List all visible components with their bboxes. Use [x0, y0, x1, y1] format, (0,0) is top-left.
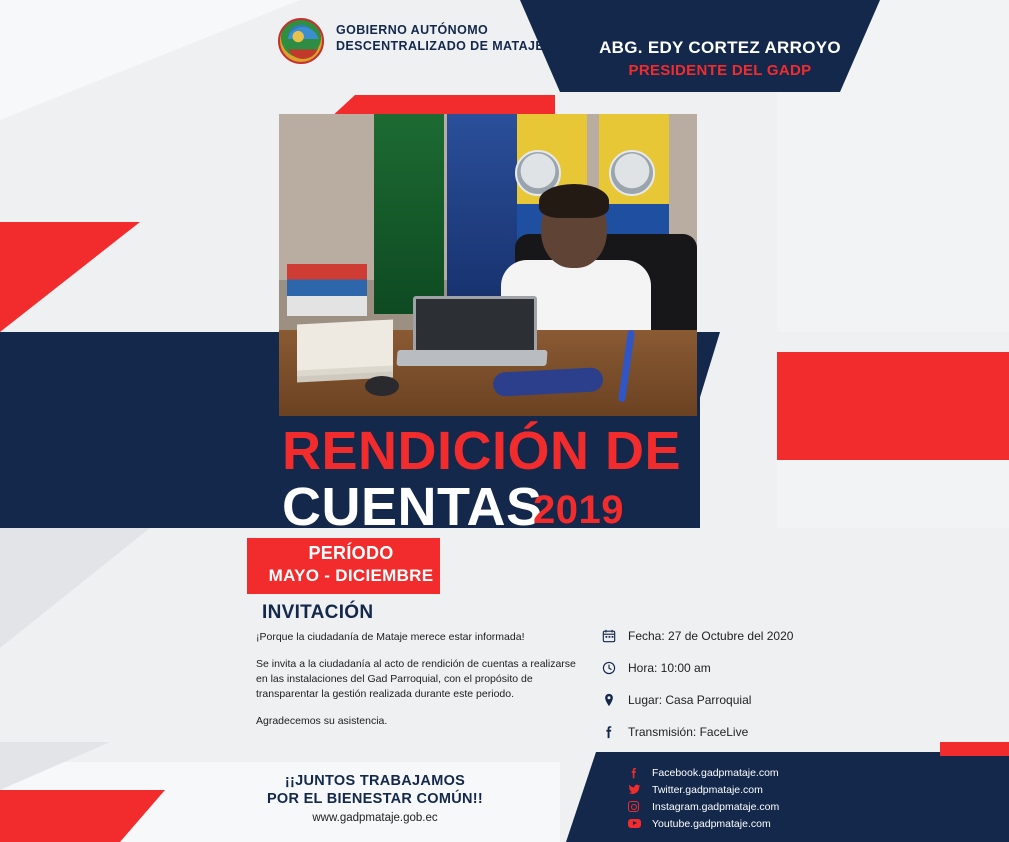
social-text-twitter: Twitter.gadpmataje.com — [652, 783, 763, 796]
social-text-youtube: Youtube.gadpmataje.com — [652, 817, 771, 830]
photo-papers — [297, 319, 393, 370]
footer-navy-wedge — [566, 752, 596, 842]
background-left-grey-triangle — [0, 528, 150, 648]
photo-flag-1 — [374, 114, 444, 314]
globe-icon — [287, 27, 319, 59]
footer-slogan-line2: POR EL BIENESTAR COMÚN!! — [266, 791, 484, 807]
period-range: MAYO - DICIEMBRE — [268, 566, 434, 585]
period-badge — [262, 538, 440, 594]
background-white-strip-right — [777, 460, 1009, 528]
gad-mataje-seal-icon — [278, 18, 324, 64]
social-link-youtube[interactable] — [628, 815, 968, 832]
background-left-red-triangle — [0, 222, 140, 332]
facebook-icon — [602, 725, 628, 739]
social-text-instagram: Instagram.gadpmataje.com — [652, 800, 780, 813]
youtube-icon — [628, 819, 652, 828]
photo-laptop-screen — [413, 296, 537, 354]
invitation-heading: INVITACIÓN — [262, 602, 374, 623]
detail-text-place: Lugar: Casa Parroquial — [628, 693, 752, 707]
photo-laptop-base — [396, 350, 547, 366]
photo-person-hair — [539, 184, 609, 218]
social-link-twitter[interactable] — [628, 781, 968, 798]
clock-icon — [602, 661, 628, 675]
official-name: ABG. EDY CORTEZ ARROYO — [599, 38, 841, 57]
organization-title-line2: DESCENTRALIZADO DE MATAJE — [336, 39, 545, 53]
invitation-paragraph-2: Se invita a la ciudadanía al acto de rendición de cuentas a realizarse en las instalaciones del Gad Parroquial, con el propósito de transparentar la gestión realizada durante este periodo. — [256, 658, 576, 700]
invitation-body — [256, 630, 578, 741]
detail-text-date: Fecha: 27 de Octubre del 2020 — [628, 629, 794, 643]
detail-row-place — [602, 684, 932, 716]
footer-slogan — [210, 772, 540, 808]
main-title-line2: CUENTAS — [282, 477, 543, 537]
official-role: PRESIDENTE DEL GADP — [628, 62, 812, 79]
background-red-right-block — [777, 352, 1009, 460]
footer-red-wedge — [120, 790, 165, 842]
organization-title — [336, 22, 544, 54]
invitation-paragraph-3: Agradecemos su asistencia. — [256, 715, 388, 727]
detail-text-broadcast: Transmisión: FaceLive — [628, 725, 749, 739]
footer-red-block — [0, 790, 120, 842]
location-pin-icon — [602, 693, 628, 707]
social-text-facebook: Facebook.gadpmataje.com — [652, 766, 779, 779]
event-details-list — [602, 620, 932, 748]
detail-text-time: Hora: 10:00 am — [628, 661, 711, 675]
footer-website[interactable]: www.gadpmataje.gob.ec — [312, 812, 438, 824]
president-photo — [279, 114, 697, 416]
main-title-line1: RENDICIÓN DE — [282, 421, 682, 481]
main-title-year: 2019 — [533, 488, 624, 532]
footer-red-tab — [940, 742, 1009, 756]
footer-grey-triangle — [0, 742, 110, 790]
photo-mouse — [365, 376, 399, 396]
instagram-icon — [628, 801, 652, 812]
detail-row-broadcast — [602, 716, 932, 748]
period-label: PERÍODO — [308, 543, 394, 563]
twitter-icon — [628, 783, 652, 796]
social-links-list — [628, 764, 968, 832]
organization-title-line1: GOBIERNO AUTÓNOMO — [336, 23, 489, 37]
photo-flag-seal-2 — [609, 150, 655, 196]
social-link-instagram[interactable] — [628, 798, 968, 815]
invitation-paragraph-1: ¡Porque la ciudadanía de Mataje merece estar informada! — [256, 631, 525, 643]
photo-books — [287, 264, 367, 316]
period-badge-notch — [247, 538, 262, 594]
social-link-facebook[interactable] — [628, 764, 968, 781]
footer-slogan-line1: ¡¡JUNTOS TRABAJAMOS — [284, 773, 466, 789]
detail-row-time — [602, 652, 932, 684]
background-top-left-diagonal — [0, 0, 300, 120]
detail-row-date — [602, 620, 932, 652]
facebook-icon — [628, 767, 652, 779]
calendar-icon — [602, 629, 628, 643]
